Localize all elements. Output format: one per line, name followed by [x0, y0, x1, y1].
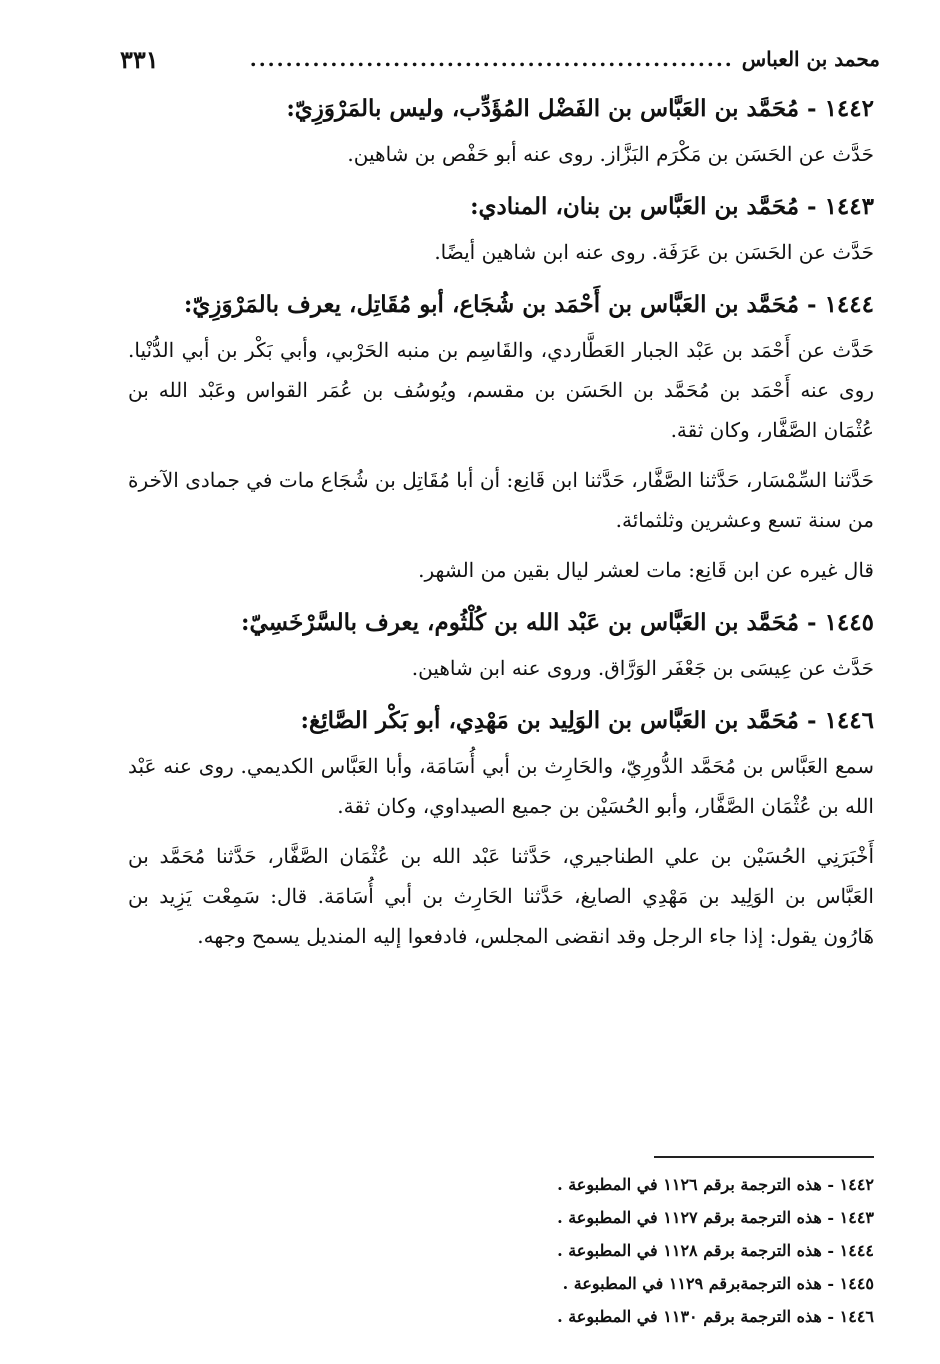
footnote: ١٤٤٥ - هذه الترجمةبرقم ١١٢٩ في المطبوعة . — [562, 1274, 874, 1293]
page-number: ٣٣١ — [120, 44, 159, 74]
footnotes — [420, 1168, 874, 1333]
entry-paragraph: سمع العَبَّاس بن مُحَمَّد الدُّورِيّ، والحَارِث بن أبي أُسَامَة، وأبا العَبَّاس الكديمي. روى عنه عَبْد الله بن عُثْمَان الصَّفَّار، وأبو الحُسَيْن بن جميع الصيداوي، وكان ثقة. — [128, 754, 874, 818]
footnote: ١٤٤٤ - هذه الترجمة برقم ١١٢٨ في المطبوعة . — [557, 1241, 874, 1260]
entry-1446 — [128, 698, 874, 956]
footnote: ١٤٤٣ - هذه الترجمة برقم ١١٢٧ في المطبوعة . — [557, 1208, 874, 1227]
entry-1445 — [128, 600, 874, 688]
entry-1442 — [128, 86, 874, 174]
page-body — [128, 86, 874, 966]
page-header — [120, 38, 880, 80]
entry-paragraph: حَدَّث عن أَحْمَد بن عَبْد الجبار العَطَّاردي، والقَاسِم بن منبه الحَرْبي، وأبي بَكْر بن أبي الدُّنْيا. روى عنه أَحْمَد بن مُحَمَّد بن الحَسَن بن مقسم، ويُوسُف بن عُمَر القواس وعَبْد الله بن عُثْمَان الصَّفَّار، وكان ثقة. — [128, 338, 874, 442]
entry-title: ١٤٤٢ - مُحَمَّد بن العَبَّاس بن الفَضْل المُؤَدِّب، وليس بالمَرْوَزِيّ: — [286, 95, 874, 122]
entry-paragraph: قال غيره عن ابن قَانِع: مات لعشر ليال بقين من الشهر. — [418, 558, 874, 582]
footnote-separator — [654, 1156, 874, 1158]
entry-paragraph: حَدَّثنا السِّمْسَار، حَدَّثنا الصَّفَّار، حَدَّثنا ابن قَانِع: أن أبا مُقَاتِل بن شُجَاع مات في جمادى الآخرة من سنة تسع وعشرين وثلثمائة. — [128, 468, 874, 532]
leader-dots: ...................................................... — [249, 47, 734, 71]
entry-1444 — [128, 282, 874, 590]
entry-paragraph: حَدَّث عن الحَسَن بن عَرَفَة. روى عنه ابن شاهين أيضًا. — [434, 240, 874, 264]
footnote: ١٤٤٦ - هذه الترجمة برقم ١١٣٠ في المطبوعة . — [557, 1307, 874, 1326]
entry-paragraph: حَدَّث عن الحَسَن بن مَكْرَم البَزَّاز. روى عنه أبو حَفْص بن شاهين. — [347, 142, 874, 166]
footnote: ١٤٤٢ - هذه الترجمة برقم ١١٢٦ في المطبوعة . — [557, 1175, 874, 1194]
entry-title: ١٤٤٤ - مُحَمَّد بن العَبَّاس بن أَحْمَد بن شُجَاع، أبو مُقَاتِل، يعرف بالمَرْوَزِيّ: — [183, 291, 874, 318]
entry-1443 — [128, 184, 874, 272]
running-title: محمد بن العباس — [741, 47, 880, 71]
entry-title: ١٤٤٣ - مُحَمَّد بن العَبَّاس بن بنان، المنادي: — [470, 193, 874, 220]
entry-title: ١٤٤٥ - مُحَمَّد بن العَبَّاس بن عَبْد الله بن كُلْثُوم، يعرف بالسَّرْخَسِيّ: — [240, 609, 874, 636]
entry-paragraph: أَخْبَرَنِي الحُسَيْن بن علي الطناجيري، حَدَّثنا عَبْد الله بن عُثْمَان الصَّفَّار، حَدَّثنا مُحَمَّد بن العَبَّاس بن الوَلِيد بن مَهْدِي الصايغ، حَدَّثنا الحَارِث بن أبي أُسَامَة. قال: سَمِعْت يَزِيد بن هَارُون يقول: إذا جاء الرجل وقد انقضى المجلس، فادفعوا إليه المنديل يسمح وجهه. — [128, 844, 874, 948]
entry-paragraph: حَدَّث عن عِيسَى بن جَعْفَر الوَرَّاق. وروى عنه ابن شاهين. — [411, 656, 874, 680]
entry-title: ١٤٤٦ - مُحَمَّد بن العَبَّاس بن الوَلِيد بن مَهْدِي، أبو بَكْر الصَّائِغ: — [300, 707, 874, 734]
